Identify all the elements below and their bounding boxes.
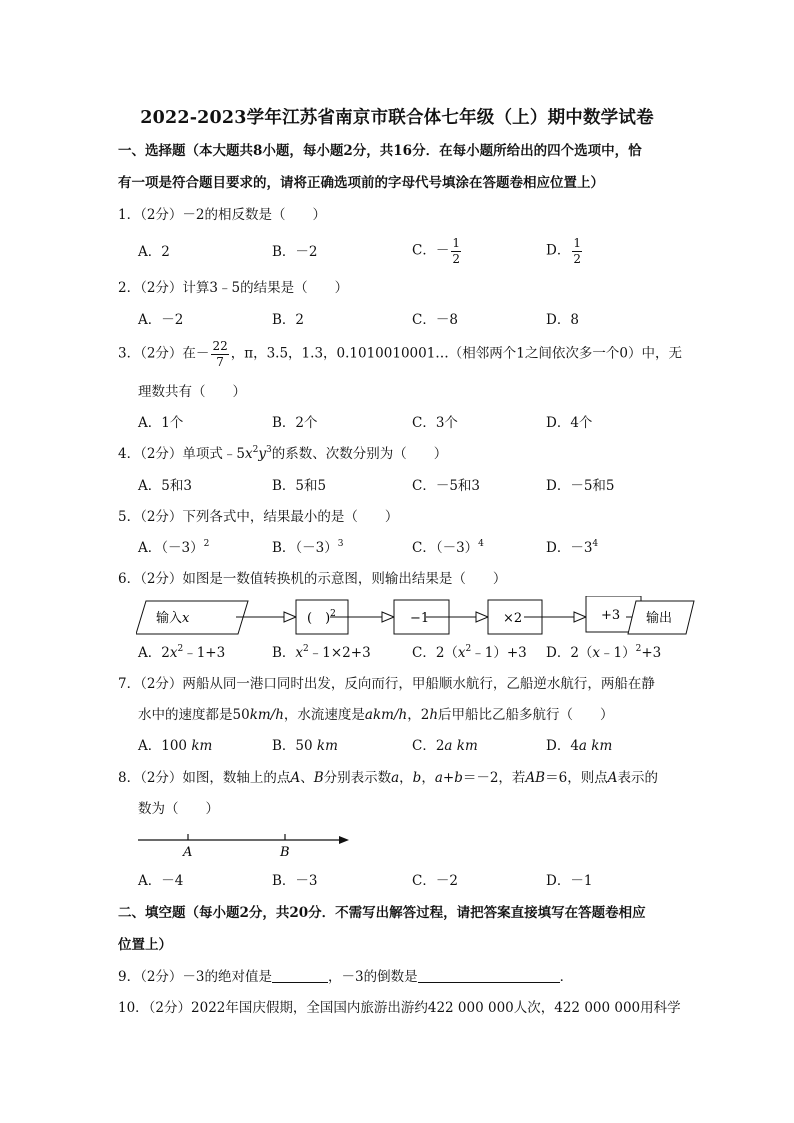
q6-d-var: x xyxy=(592,645,601,661)
q7-b-unit: km xyxy=(316,738,338,754)
q6-a-var: x xyxy=(169,645,178,661)
q1-c-prefix: C．－ xyxy=(412,242,450,259)
q7-var-a: a xyxy=(364,707,373,723)
q5-option-d xyxy=(546,539,599,556)
q5-option-a xyxy=(138,539,210,556)
q1-d-numerator: 1 xyxy=(573,236,581,250)
q2-stem: 2．（2分）计算3﹣5的结果是（ ） xyxy=(118,280,349,296)
q1-d-prefix: D． xyxy=(546,242,571,259)
q6-b-var: x xyxy=(295,645,304,661)
q9-part2: ，－3的倒数是 xyxy=(328,969,418,985)
q8-line1-b: 分别表示数 xyxy=(323,770,392,786)
q1-option-d xyxy=(546,237,584,265)
q8-axis-arrowhead xyxy=(339,836,349,844)
q4-option-c: C．－5和3 xyxy=(412,478,481,494)
q6-input-label: 输入x xyxy=(156,611,190,626)
q6-box-minus-one-label: −1 xyxy=(410,611,430,626)
q6-output-label: 输出 xyxy=(646,611,673,626)
q6-arrowhead-3 xyxy=(476,612,488,622)
q3-option-d: D．4个 xyxy=(546,415,593,431)
q9-part1: 9．（2分）－3的绝对值是 xyxy=(118,969,273,985)
q7-line2-b: ，水流速度是 xyxy=(283,707,365,723)
q4-var-y: y xyxy=(258,446,267,462)
q7-d-var: a xyxy=(578,738,587,754)
q8-option-b: B．－3 xyxy=(272,873,318,889)
q3-stem xyxy=(118,340,682,368)
q6-c-exp: 2 xyxy=(465,644,472,654)
q8-line1-a: 8．（2分）如图，数轴上的点 xyxy=(118,770,291,786)
q6-d-post: +3 xyxy=(641,645,662,661)
q1-option-c xyxy=(412,237,463,265)
q6-d-pre: D．2（ xyxy=(546,645,593,661)
q7-line2-a: 水中的速度都是50 xyxy=(138,707,250,723)
q9-blank-1[interactable] xyxy=(272,970,328,983)
q7-stem-line1: 7．（2分）两船从同一港口同时出发，反向而行，甲船顺水航行，乙船逆水航行，两船在静 xyxy=(118,676,655,692)
q6-option-b xyxy=(272,644,371,661)
q7-d-pre: D．4 xyxy=(546,738,579,754)
q8-segment: AB xyxy=(525,770,546,786)
q7-line2-d: 后甲船比乙船多航行（ ） xyxy=(438,707,614,723)
q8-option-d: D．－1 xyxy=(546,873,593,889)
q2-option-d: D．8 xyxy=(546,312,579,328)
q8-number-line xyxy=(136,828,356,860)
q7-stem-line2 xyxy=(138,709,614,723)
q6-d-mid: ﹣1） xyxy=(600,645,636,661)
q6-box-plus-three-label: +3 xyxy=(601,608,621,623)
q5-stem: 5．（2分）下列各式中，结果最小的是（ ） xyxy=(118,509,399,525)
q5-a-base: A．（－3） xyxy=(138,540,204,556)
q3-denominator: 7 xyxy=(216,354,224,369)
q7-line2-c: ，2 xyxy=(407,707,430,723)
q9-stem xyxy=(118,970,573,985)
q7-unit-kmh-2: km/h xyxy=(372,707,408,723)
section1-header-line1: 一、选择题（本大题共8小题，每小题2分，共16分．在每小题所给出的四个选项中，恰 xyxy=(118,143,642,159)
q7-d-unit: km xyxy=(591,738,613,754)
q6-box-times-two-label: ×2 xyxy=(503,611,523,626)
q4-exp-x: 2 xyxy=(252,445,259,455)
q8-line1-c: ， xyxy=(421,770,435,786)
q1-option-b: B．－2 xyxy=(272,244,318,260)
q7-a-unit: km xyxy=(191,738,213,754)
q6-input-shape xyxy=(136,601,248,634)
q4-stem-rest: 的系数、次数分别为（ ） xyxy=(271,446,448,462)
q4-stem xyxy=(118,445,448,462)
q8-point-a: A xyxy=(290,770,301,786)
q3-option-c: C．3个 xyxy=(412,415,458,431)
q6-arrowhead-2 xyxy=(382,612,394,622)
section2-header-line1: 二、填空题（每小题2分，共20分．不需写出解答过程，请把答案直接填写在答题卷相应 xyxy=(118,905,646,921)
q6-c-post: ﹣1）+3 xyxy=(471,645,527,661)
q3-stem-line2: 理数共有（ ） xyxy=(138,384,246,400)
q5-option-c xyxy=(412,539,484,556)
q8-line1-e: ＝6，则点 xyxy=(545,770,608,786)
q1-option-a: A．2 xyxy=(138,244,170,260)
q6-c-var: x xyxy=(457,645,466,661)
q4-stem-prefix: 4．（2分）单项式﹣5 xyxy=(118,446,246,462)
q5-b-exp: 3 xyxy=(337,539,344,549)
q7-b-pre: B．50 xyxy=(272,738,313,754)
q6-option-c xyxy=(412,644,527,661)
q3-fraction xyxy=(211,340,228,368)
q8-stem-line1 xyxy=(118,772,658,786)
q4-option-b: B．5和5 xyxy=(272,478,327,494)
q5-c-exp: 4 xyxy=(478,539,484,549)
q2-option-c: C．－8 xyxy=(412,312,458,328)
q5-d-base: D．－3 xyxy=(546,540,593,556)
q7-c-pre: C．2 xyxy=(412,738,445,754)
q8-var-a: a xyxy=(391,770,400,786)
q7-option-d xyxy=(546,740,612,754)
q1-d-fraction xyxy=(572,237,582,265)
q1-c-fraction xyxy=(451,237,461,265)
q7-a-pre: A．100 xyxy=(138,738,188,754)
q6-b-post: ﹣1×2+3 xyxy=(308,645,371,661)
q7-var-h: h xyxy=(429,707,439,723)
q6-a-pre: A．2 xyxy=(138,645,170,661)
q8-label-a: A xyxy=(183,845,193,860)
q3-option-a: A．1个 xyxy=(138,415,184,431)
q5-b-base: B．（－3） xyxy=(272,540,338,556)
q3-option-b: B．2个 xyxy=(272,415,318,431)
q2-option-b: B．2 xyxy=(272,312,305,328)
q8-sep: 、 xyxy=(300,770,314,786)
q4-option-a: A．5和3 xyxy=(138,478,192,494)
q8-stem-line2: 数为（ ） xyxy=(138,801,219,817)
q3-stem-rest: ，π，3.5，1.3，0.1010010001…（相邻两个1之间依次多一个0）中，无 xyxy=(230,345,682,362)
q7-unit-kmh-1: km/h xyxy=(249,707,284,723)
q4-exp-y: 3 xyxy=(266,445,272,455)
q6-a-exp: 2 xyxy=(177,644,184,654)
q7-c-var: a xyxy=(444,738,453,754)
q8-comma: ， xyxy=(399,770,413,786)
q8-var-b: b xyxy=(412,770,422,786)
q5-c-base: C．（－3） xyxy=(412,540,479,556)
q6-arrowhead-4 xyxy=(574,612,586,622)
q7-option-b xyxy=(272,740,338,754)
q8-option-c: C．－2 xyxy=(412,873,458,889)
q5-a-exp: 2 xyxy=(203,539,210,549)
q9-part3: ． xyxy=(559,969,574,985)
q5-option-b xyxy=(272,539,344,556)
q1-d-denominator: 2 xyxy=(573,251,581,266)
q6-conversion-diagram xyxy=(136,596,696,638)
q8-point-b: B xyxy=(313,770,324,786)
q6-stem: 6．（2分）如图是一数值转换机的示意图，则输出结果是（ ） xyxy=(118,571,507,587)
q7-option-a xyxy=(138,740,212,754)
q6-option-a xyxy=(138,644,226,661)
q3-stem-prefix: 3．（2分）在－ xyxy=(118,345,210,362)
q7-c-unit: km xyxy=(456,738,478,754)
q6-c-pre: C．2（ xyxy=(412,645,458,661)
q4-var-x: x xyxy=(245,446,253,462)
q2-option-a: A．－2 xyxy=(138,312,184,328)
section1-header-line2: 有一项是符合题目要求的，请将正确选项前的字母代号填涂在答题卷相应位置上） xyxy=(118,175,604,191)
q6-option-d xyxy=(546,644,662,661)
q8-label-b: B xyxy=(280,845,290,860)
q9-blank-2[interactable] xyxy=(418,970,560,983)
q3-numerator: 22 xyxy=(212,339,228,353)
section2-header-line2: 位置上） xyxy=(118,937,172,953)
q8-line1-d: ＝－2，若 xyxy=(462,770,526,786)
q6-b-pre: B． xyxy=(272,645,296,661)
q6-d-exp: 2 xyxy=(635,644,642,654)
q8-line1-f: 表示的 xyxy=(617,770,658,786)
q6-b-exp: 2 xyxy=(303,644,309,654)
q1-stem: 1．（2分）－2的相反数是（ ） xyxy=(118,207,327,223)
q1-c-denominator: 2 xyxy=(452,251,460,266)
q1-c-numerator: 1 xyxy=(452,236,460,250)
q8-expr: a+b xyxy=(434,770,463,786)
q5-d-exp: 4 xyxy=(592,539,599,549)
q7-option-c xyxy=(412,740,478,754)
q6-arrowhead-1 xyxy=(284,612,296,622)
q6-a-post: ﹣1+3 xyxy=(183,645,226,661)
q8-option-a: A．－4 xyxy=(138,873,184,889)
q6-box-square-label: ( )$^2$ xyxy=(307,609,336,626)
q8-point-a-2: A xyxy=(607,770,618,786)
q4-option-d: D．－5和5 xyxy=(546,478,615,494)
q10-stem: 10．（2分）2022年国庆假期，全国国内旅游出游约422 000 000人次，422 000 000用科学 xyxy=(118,1000,681,1016)
page-title: 2022-2023学年江苏省南京市联合体七年级（上）期中数学试卷 xyxy=(140,108,654,128)
